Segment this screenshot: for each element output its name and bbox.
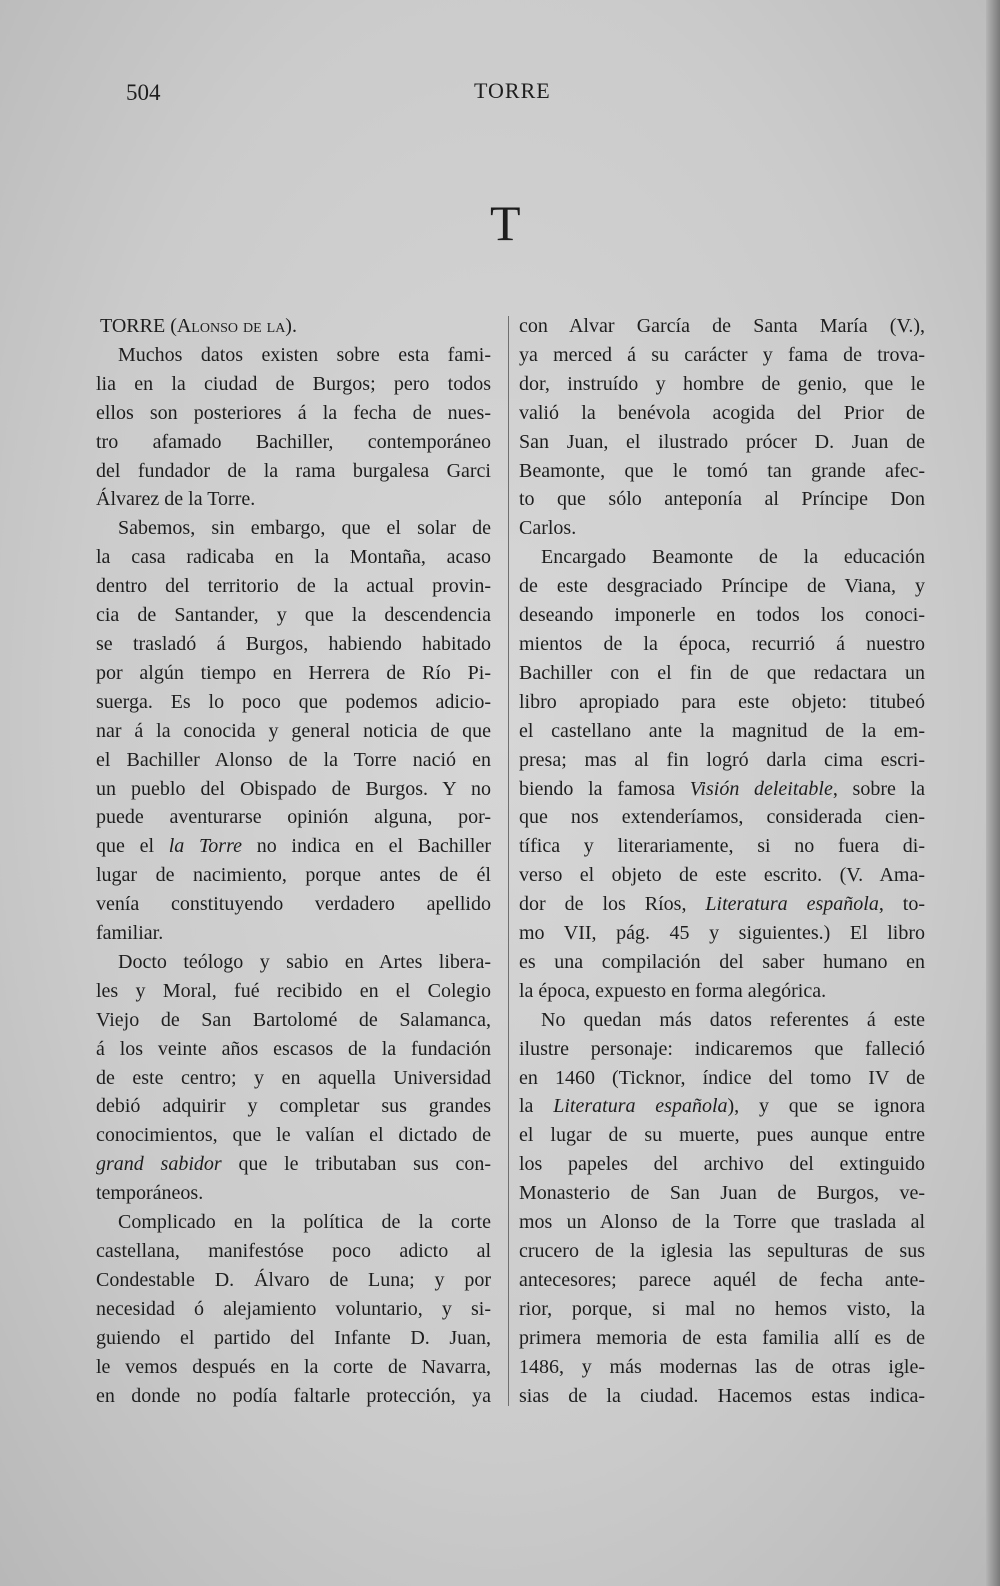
text-line: la Literatura española), y que se ignora <box>519 1095 925 1118</box>
section-letter: T <box>490 195 521 251</box>
text-line: No quedan más datos referentes á este <box>541 1008 925 1031</box>
text-line: de este desgraciado Príncipe de Viana, y <box>519 575 925 598</box>
text-line: el castellano ante la magnitud de la em- <box>519 719 925 742</box>
text-line: Bachiller con el fin de que redactara un <box>519 661 925 684</box>
text-line: sias de la ciudad. Hacemos estas indica- <box>519 1384 925 1407</box>
text-line: se trasladó á Burgos, habiendo habitado <box>96 632 491 655</box>
text-line: el Bachiller Alonso de la Torre nació en <box>96 748 491 771</box>
text-line: que el la Torre no indica en el Bachiller <box>96 835 491 858</box>
text-line: el lugar de su muerte, pues aunque entre <box>519 1124 925 1147</box>
text-line: San Juan, el ilustrado prócer D. Juan de <box>519 430 925 453</box>
left-column <box>96 312 491 1410</box>
text-line: puede aventurarse opinión alguna, por- <box>96 806 491 829</box>
text-line: Docto teólogo y sabio en Artes libera- <box>118 950 491 973</box>
text-line: nar á la conocida y general noticia de que <box>96 719 491 742</box>
right-column <box>519 312 925 1410</box>
text-line: á los veinte años escasos de la fundación <box>96 1037 491 1060</box>
text-line: en donde no podía faltarle protección, ya <box>96 1384 491 1407</box>
text-line: tífica y literariamente, si no fuera di- <box>519 835 925 858</box>
right-text <box>519 312 925 1410</box>
text-line: ellos son posteriores á la fecha de nues- <box>96 401 491 424</box>
text-line: mo VII, pág. 45 y siguientes.) El libro <box>519 922 925 945</box>
text-line: suerga. Es lo poco que podemos adicio- <box>96 690 491 713</box>
text-line: deseando imponerle en todos los conoci- <box>519 604 925 627</box>
text-line: rior, porque, si mal no hemos visto, la <box>519 1297 925 1320</box>
text-line: Monasterio de San Juan de Burgos, ve- <box>519 1182 925 1205</box>
text-line: lia en la ciudad de Burgos; pero todos <box>96 372 491 395</box>
text-line: ilustre personaje: indicaremos que falleció <box>519 1037 925 1060</box>
text-line: Complicado en la política de la corte <box>118 1211 491 1234</box>
entry-head: TORRE <box>100 315 166 337</box>
page-edge <box>986 0 1000 1586</box>
text-line: antecesores; parece aquél de fecha ante- <box>519 1268 925 1291</box>
text-line: lugar de nacimiento, porque antes de él <box>96 864 491 887</box>
text-line: Sabemos, sin embargo, que el solar de <box>118 517 491 540</box>
text-line: ya merced á su carácter y fama de trova- <box>519 343 925 366</box>
text-line: Muchos datos existen sobre esta fami- <box>118 343 491 366</box>
entry-subhead: (Alonso de la). <box>170 315 297 337</box>
text-line: to que sólo anteponía al Príncipe Don <box>519 488 925 511</box>
text-line: cia de Santander, y que la descendencia <box>96 604 491 627</box>
column-rule <box>508 316 509 1406</box>
text-line: que nos extenderíamos, considerada cien- <box>519 806 925 829</box>
text-line: es una compilación del saber humano en <box>519 950 925 973</box>
running-head: TORRE <box>474 78 551 103</box>
text-line: Encargado Beamonte de la educación <box>541 546 925 569</box>
text-line: necesidad ó alejamiento voluntario, y si- <box>96 1297 491 1320</box>
text-line: por algún tiempo en Herrera de Río Pi- <box>96 661 491 684</box>
page-number: 504 <box>126 80 161 105</box>
text-line: conocimientos, que le valían el dictado de <box>96 1124 491 1147</box>
text-line: presa; mas al fin logró darla cima escri- <box>519 748 925 771</box>
text-line: en 1460 (Ticknor, índice del tomo IV de <box>519 1066 925 1089</box>
text-line: le vemos después en la corte de Navarra, <box>96 1355 491 1378</box>
text-line: dor, instruído y hombre de genio, que le <box>519 372 925 395</box>
text-line: primera memoria de esta familia allí es de <box>519 1326 925 1349</box>
text-line: libro apropiado para este objeto: titubeó <box>519 690 925 713</box>
left-text <box>96 341 491 1411</box>
text-line: mientos de la época, recurrió á nuestro <box>519 632 925 655</box>
text-line: la casa radicaba en la Montaña, acaso <box>96 546 491 569</box>
text-line: Condestable D. Álvaro de Luna; y por <box>96 1268 491 1291</box>
entry-heading <box>96 312 491 341</box>
text-line: con Alvar García de Santa María (V.), <box>519 315 925 337</box>
text-line: Carlos. <box>519 517 577 540</box>
text-line: dor de los Ríos, Literatura española, to- <box>519 893 925 916</box>
page-header <box>0 74 1000 114</box>
text-line: del fundador de la rama burgalesa Garci <box>96 459 491 482</box>
text-line: 1486, y más modernas las de otras igle- <box>519 1355 925 1378</box>
text-line: la época, expuesto en forma alegórica. <box>519 979 827 1002</box>
text-line: biendo la famosa Visión deleitable, sobre la <box>519 777 925 800</box>
text-line: valió la benévola acogida del Prior de <box>519 401 925 424</box>
text-line: de este centro; y en aquella Universidad <box>96 1066 491 1089</box>
text-line: dentro del territorio de la actual provin- <box>96 575 491 598</box>
text-line: mos un Alonso de la Torre que traslada al <box>519 1211 925 1234</box>
text-line: castellana, manifestóse poco adicto al <box>96 1240 491 1262</box>
text-line: tro afamado Bachiller, contemporáneo <box>96 430 491 453</box>
text-line: un pueblo del Obispado de Burgos. Y no <box>96 777 491 800</box>
text-line: Viejo de San Bartolomé de Salamanca, <box>96 1008 491 1031</box>
text-line: Álvarez de la Torre. <box>96 488 256 511</box>
text-line: temporáneos. <box>96 1182 204 1205</box>
text-line: familiar. <box>96 922 164 945</box>
text-line: guiendo el partido del Infante D. Juan, <box>96 1326 491 1349</box>
text-line: les y Moral, fué recibido en el Colegio <box>96 979 491 1002</box>
text-line: venía constituyendo verdadero apellido <box>96 893 491 916</box>
text-line: debió adquirir y completar sus grandes <box>96 1095 491 1118</box>
text-line: crucero de la iglesia las sepulturas de sus <box>519 1240 925 1262</box>
text-line: los papeles del archivo del extinguido <box>519 1153 925 1176</box>
text-line: grand sabidor que le tributaban sus con- <box>96 1153 491 1176</box>
text-line: verso el objeto de este escrito. (V. Ama- <box>519 864 925 887</box>
text-line: Beamonte, que le tomó tan grande afec- <box>519 459 925 482</box>
